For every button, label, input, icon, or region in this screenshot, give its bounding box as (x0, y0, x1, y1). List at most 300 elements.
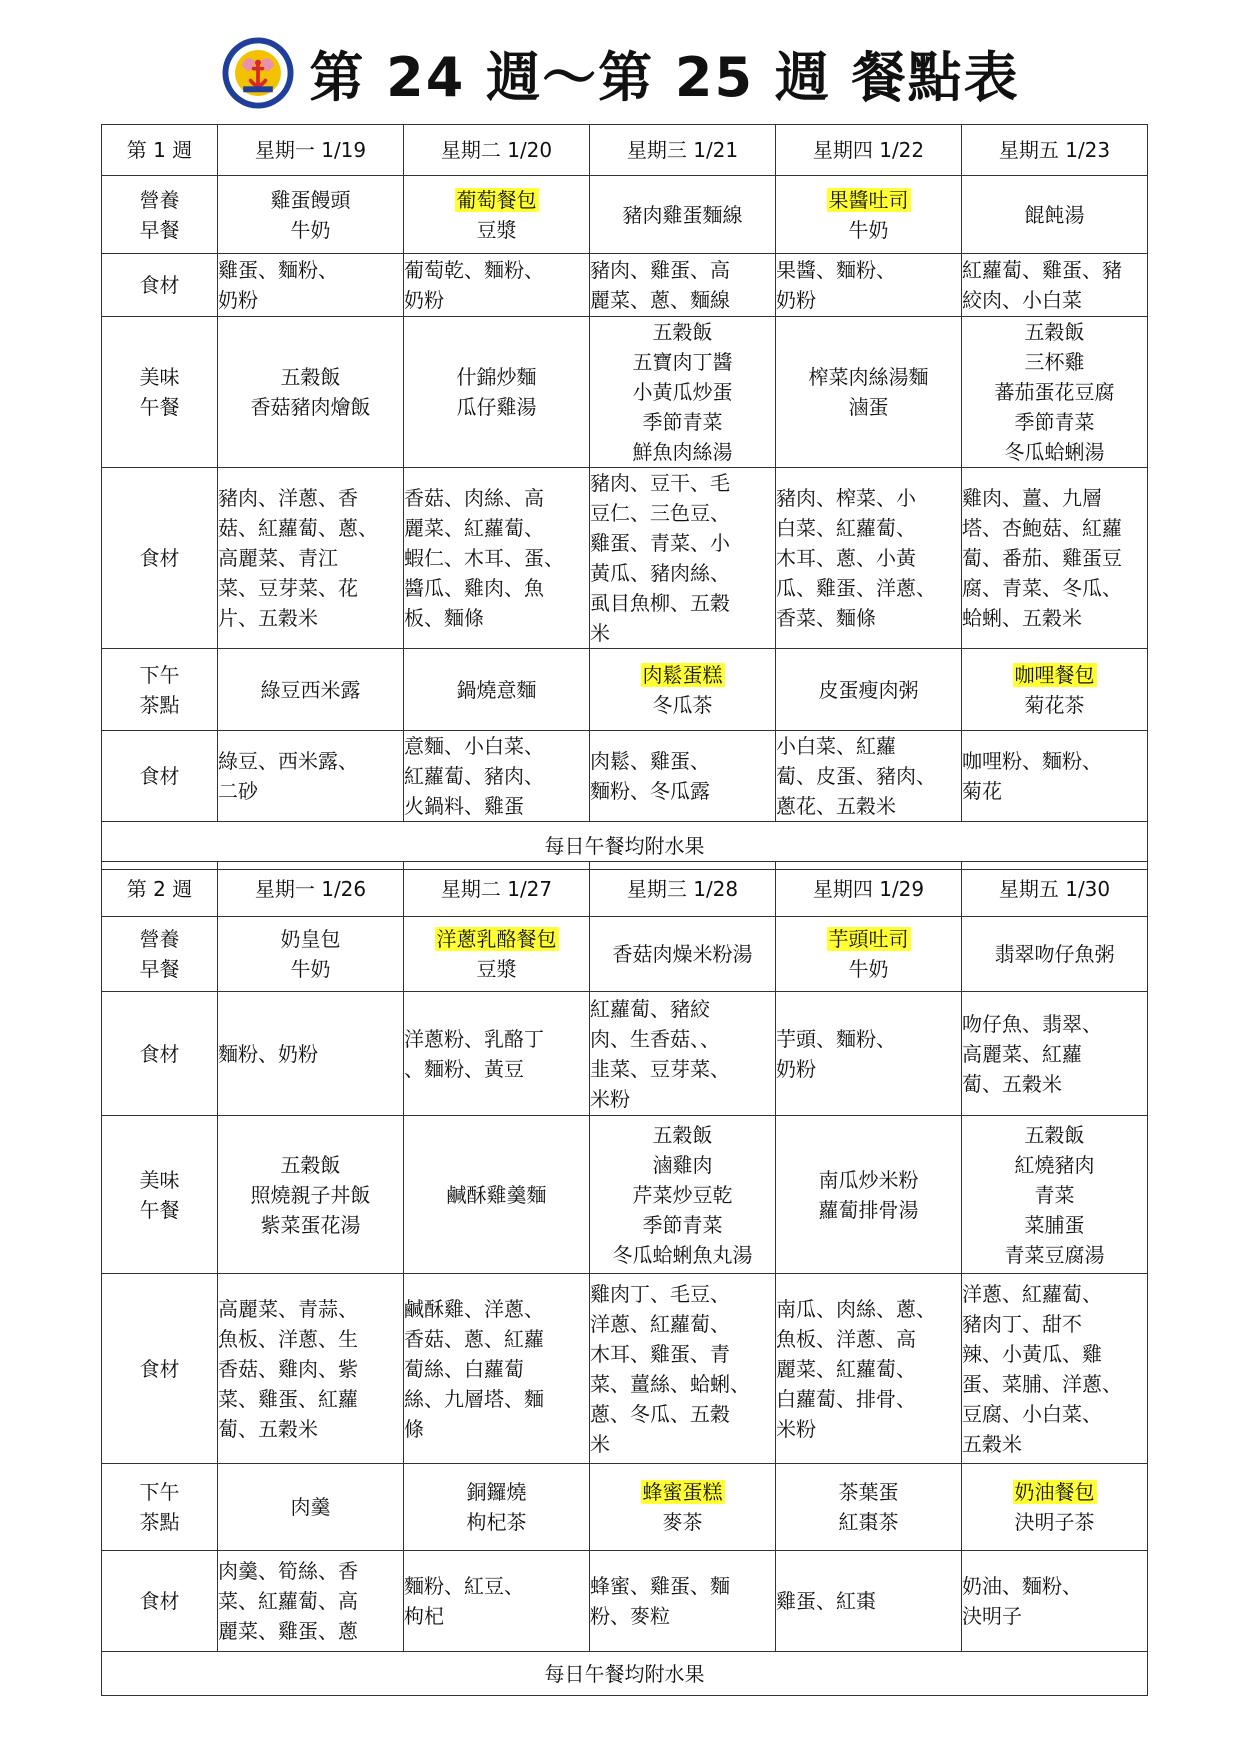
cell-line-wrap (590, 939, 775, 969)
cell-line-wrap (404, 513, 589, 543)
snack-row (102, 1464, 1148, 1551)
week-2-table (101, 861, 1148, 1696)
cell-line-wrap (218, 392, 403, 422)
cell-line: 奶油、麵粉、 (962, 1574, 1082, 1598)
cell-line-wrap (962, 1180, 1147, 1210)
cell-line: 米粉 (590, 1086, 630, 1111)
snack-ingredients-cell (404, 731, 590, 822)
cell-line: 香菇豬肉燴飯 (250, 395, 371, 419)
cell-line-wrap (590, 690, 775, 720)
cell-line-wrap (962, 1210, 1147, 1240)
cell-line-wrap (962, 377, 1147, 407)
cell-line: 皮蛋瘦肉粥 (818, 677, 919, 702)
row-label-line: 食材 (139, 1589, 180, 1613)
breakfast-ingredients-cell (776, 992, 962, 1116)
cell-line-wrap (404, 1294, 589, 1324)
cell-line-wrap (776, 1414, 961, 1444)
cell-line: 蛋、菜脯、洋蔥、 (962, 1371, 1122, 1396)
cell-line: 香菇、肉絲、高 (404, 486, 544, 510)
week-1-table (101, 124, 1148, 870)
row-label-line: 下午 (139, 662, 180, 687)
cell-line: 黃瓜、豬肉絲、 (590, 561, 730, 585)
cell-line-wrap (776, 791, 961, 821)
cell-line-wrap (590, 255, 775, 285)
cell-line: 醬瓜、雞肉、魚 (404, 576, 544, 600)
cell-line-wrap (590, 317, 775, 347)
cell-line: 瓜、雞蛋、洋蔥、 (776, 576, 936, 600)
cell-line: 奶皇包 (280, 927, 341, 951)
cell-line-wrap (218, 1414, 403, 1444)
row-label-line: 午餐 (139, 1197, 180, 1222)
cell-line-wrap (218, 1294, 403, 1324)
cell-line: 鹹酥雞、洋蔥、 (404, 1296, 544, 1321)
cell-line-wrap (776, 255, 961, 285)
cell-line-wrap (218, 513, 403, 543)
row-label-line: 早餐 (139, 217, 180, 242)
row-label-line: 食材 (139, 1041, 180, 1066)
cell-line-wrap (404, 362, 589, 392)
highlighted-item: 果醬吐司 (828, 187, 909, 212)
cell-line-wrap (962, 1429, 1147, 1459)
lunch-ingredients-row (102, 468, 1148, 649)
cell-line-wrap (962, 573, 1147, 603)
lunch-cell (962, 317, 1148, 468)
cell-line-wrap (218, 543, 403, 573)
cell-line-wrap (776, 215, 961, 245)
cell-line-wrap (404, 1477, 589, 1507)
cell-line-wrap (776, 1294, 961, 1324)
cell-line-wrap (404, 1354, 589, 1384)
cell-line-wrap (776, 1384, 961, 1414)
breakfast-cell (218, 176, 404, 254)
row-label (102, 176, 218, 254)
lunch-ingredients-cell (962, 1274, 1148, 1464)
day-header: 星期三 1/28 (590, 862, 776, 917)
cell-line-wrap (218, 1616, 403, 1646)
lunch-ingredients-cell (218, 1274, 404, 1464)
cell-line: 二砂 (218, 779, 258, 803)
week-label: 第 2 週 (102, 862, 218, 917)
cell-line-wrap (962, 1477, 1147, 1507)
highlighted-item: 奶油餐包 (1014, 1480, 1095, 1504)
cell-line: 滷雞肉 (652, 1152, 713, 1177)
cell-line-wrap (218, 573, 403, 603)
cell-line-wrap (962, 1120, 1147, 1150)
page-title: 第 24 週～第 25 週 餐點表 (309, 45, 1020, 109)
cell-line: 咖哩粉、麵粉、 (962, 749, 1102, 773)
cell-line-wrap (590, 660, 775, 690)
day-header: 星期五 1/30 (962, 862, 1148, 917)
cell-line: 五穀飯 (652, 1122, 713, 1147)
cell-line-wrap (962, 1339, 1147, 1369)
cell-line: 鍋燒意麵 (456, 677, 537, 702)
cell-line: 木耳、雞蛋、青 (590, 1341, 730, 1366)
cell-line: 芹菜炒豆乾 (632, 1182, 733, 1207)
cell-line: 季節青菜 (1014, 410, 1095, 434)
lunch-ingredients-cell (218, 468, 404, 649)
cell-line: 菜、豆芽菜、花 (218, 576, 358, 600)
cell-line: 鮮魚肉絲湯 (632, 440, 733, 464)
cell-line-wrap (590, 1210, 775, 1240)
cell-line-wrap (962, 200, 1147, 230)
day-header: 星期一 1/19 (218, 125, 404, 176)
highlighted-item: 咖哩餐包 (1014, 662, 1095, 687)
cell-line-wrap (404, 1601, 589, 1631)
cell-line: 魚板、洋蔥、高 (776, 1326, 916, 1351)
cell-line: 麥茶 (662, 1510, 703, 1534)
breakfast-cell (962, 917, 1148, 992)
row-label (102, 649, 218, 731)
cell-line: 絞肉、小白菜 (962, 288, 1082, 312)
cell-line-wrap (590, 1399, 775, 1429)
snack-cell (218, 1464, 404, 1551)
cell-line: 白菜、紅蘿蔔、 (776, 516, 916, 540)
snack-ingredients-cell (590, 1551, 776, 1652)
cell-line: 照燒親子丼飯 (250, 1182, 371, 1207)
cell-line-wrap (962, 285, 1147, 315)
cell-line-wrap (962, 347, 1147, 377)
lunch-ingredients-cell (590, 1274, 776, 1464)
cell-line: 奶粉 (776, 288, 816, 312)
cell-line-wrap (776, 924, 961, 954)
cell-line-wrap (218, 1354, 403, 1384)
snack-ingredients-cell (776, 1551, 962, 1652)
lunch-row (102, 1116, 1148, 1274)
cell-line: 菜、薑絲、蛤蜊、 (590, 1371, 750, 1396)
cell-line: 季節青菜 (642, 1212, 723, 1237)
cell-line: 奶粉 (776, 1056, 816, 1081)
cell-line-wrap (962, 255, 1147, 285)
cell-line: 五穀飯 (1024, 320, 1085, 344)
cell-line: 紅燒豬肉 (1014, 1152, 1095, 1177)
cell-line: 鹹酥雞羹麵 (446, 1182, 547, 1207)
row-label (102, 317, 218, 468)
cell-line-wrap (590, 1339, 775, 1369)
day-header: 星期四 1/29 (776, 862, 962, 917)
cell-line: 豬肉、榨菜、小 (776, 486, 916, 510)
cell-line: 辣、小黃瓜、雞 (962, 1341, 1102, 1366)
cell-line-wrap (776, 1354, 961, 1384)
cell-line: 蔥花、五穀米 (776, 794, 896, 818)
cell-line-wrap (218, 603, 403, 633)
cell-line: 肉羹 (290, 1495, 331, 1519)
week-header-row (102, 125, 1148, 176)
cell-line: 菜、紅蘿蔔、高 (218, 1589, 358, 1613)
cell-line-wrap (218, 924, 403, 954)
snack-cell (590, 1464, 776, 1551)
cell-line: 木耳、蔥、小黃 (776, 546, 916, 570)
cell-line-wrap (218, 1039, 403, 1069)
cell-line-wrap (404, 1324, 589, 1354)
breakfast-ingredients-cell (404, 992, 590, 1116)
cell-line: 麵粉、冬瓜露 (590, 779, 710, 803)
cell-line-wrap (404, 255, 589, 285)
cell-line: 奶粉 (404, 288, 444, 312)
row-label-line: 茶點 (139, 1510, 180, 1534)
cell-line: 肉鬆、雞蛋、 (590, 749, 710, 773)
cell-line-wrap (590, 1429, 775, 1459)
cell-line-wrap (776, 543, 961, 573)
cell-line-wrap (590, 1150, 775, 1180)
breakfast-cell (962, 176, 1148, 254)
breakfast-cell (218, 917, 404, 992)
lunch-cell (962, 1116, 1148, 1274)
cell-line-wrap (962, 1309, 1147, 1339)
cell-line-wrap (404, 483, 589, 513)
snack-cell (218, 649, 404, 731)
cell-line: 紅蘿蔔、豬絞 (590, 996, 710, 1021)
lunch-cell (590, 1116, 776, 1274)
cell-line: 高麗菜、青蒜、 (218, 1296, 358, 1321)
cell-line-wrap (218, 483, 403, 513)
cell-line: 麗菜、紅蘿蔔、 (776, 1356, 916, 1381)
week-header-row (102, 862, 1148, 917)
cell-line: 芋頭、麵粉、 (776, 1026, 896, 1051)
breakfast-ingredients-cell (218, 254, 404, 317)
row-label (102, 917, 218, 992)
cell-line-wrap (590, 1507, 775, 1537)
cell-line: 粉、麥粒 (590, 1604, 670, 1628)
lunch-cell (776, 1116, 962, 1274)
cell-line-wrap (776, 603, 961, 633)
cell-line-wrap (404, 1054, 589, 1084)
cell-line-wrap (962, 660, 1147, 690)
cell-line-wrap (590, 1601, 775, 1631)
breakfast-cell (776, 176, 962, 254)
lunch-row (102, 317, 1148, 468)
cell-line-wrap (218, 675, 403, 705)
highlighted-item: 蜂蜜蛋糕 (642, 1480, 723, 1504)
snack-ingredients-cell (218, 1551, 404, 1652)
lunch-ingredients-cell (590, 468, 776, 649)
row-label (102, 468, 218, 649)
cell-line-wrap (590, 498, 775, 528)
snack-cell (962, 649, 1148, 731)
cell-line-wrap (404, 1384, 589, 1414)
day-header: 星期五 1/23 (962, 125, 1148, 176)
breakfast-ingredients-cell (590, 992, 776, 1116)
snack-cell (962, 1464, 1148, 1551)
cell-line-wrap (590, 1477, 775, 1507)
cell-line-wrap (962, 407, 1147, 437)
cell-line: 火鍋料、雞蛋 (404, 794, 524, 818)
cell-line: 冬瓜茶 (652, 692, 713, 717)
snack-cell (404, 649, 590, 731)
cell-line-wrap (776, 185, 961, 215)
cell-line: 菇、紅蘿蔔、蔥、 (218, 516, 378, 540)
cell-line-wrap (590, 1120, 775, 1150)
cell-line-wrap (218, 1324, 403, 1354)
cell-line: 三杯雞 (1024, 350, 1085, 374)
cell-line-wrap (590, 1309, 775, 1339)
highlighted-item: 葡萄餐包 (456, 187, 537, 212)
breakfast-cell (590, 176, 776, 254)
cell-line-wrap (590, 588, 775, 618)
lunch-cell (218, 317, 404, 468)
cell-line: 麵粉、紅豆、 (404, 1574, 524, 1598)
cell-line: 豬肉、洋蔥、香 (218, 486, 358, 510)
cell-line-wrap (776, 954, 961, 984)
cell-line: 雞肉、薑、九層 (962, 486, 1102, 510)
cell-line-wrap (218, 185, 403, 215)
cell-line: 蔔、皮蛋、豬肉、 (776, 764, 936, 788)
cell-line: 決明子 (962, 1604, 1022, 1628)
lunch-cell (404, 317, 590, 468)
cell-line-wrap (962, 1369, 1147, 1399)
cell-line: 奶粉 (218, 288, 258, 312)
day-header: 星期四 1/22 (776, 125, 962, 176)
cell-line: 米 (590, 1431, 610, 1456)
snack-ingredients-row (102, 731, 1148, 822)
breakfast-row (102, 917, 1148, 992)
cell-line: 蘿蔔排骨湯 (818, 1197, 919, 1222)
cell-line: 滷蛋 (848, 395, 889, 419)
cell-line: 米粉 (776, 1416, 816, 1441)
cell-line-wrap (404, 731, 589, 761)
cell-line-wrap (404, 392, 589, 422)
cell-line: 五穀飯 (280, 365, 341, 389)
snack-ingredients-cell (962, 731, 1148, 822)
fruit-note: 每日午餐均附水果 (102, 822, 1148, 870)
cell-line: 香菇、雞肉、紫 (218, 1356, 358, 1381)
cell-line: 決明子茶 (1014, 1510, 1095, 1534)
cell-line-wrap (404, 603, 589, 633)
row-label-line: 食材 (139, 273, 180, 297)
cell-line-wrap (590, 468, 775, 498)
cell-line: 麗菜、紅蘿蔔、 (404, 516, 544, 540)
cell-line-wrap (590, 200, 775, 230)
cell-line: 豬肉丁、甜不 (962, 1311, 1082, 1336)
cell-line-wrap (218, 255, 403, 285)
cell-line-wrap (218, 954, 403, 984)
cell-line: 紫菜蛋花湯 (260, 1212, 361, 1237)
cell-line-wrap (776, 1054, 961, 1084)
cell-line-wrap (962, 543, 1147, 573)
lunch-ingredients-row (102, 1274, 1148, 1464)
lunch-ingredients-cell (776, 468, 962, 649)
cell-line-wrap (776, 362, 961, 392)
cell-line: 蝦仁、木耳、蛋、 (404, 546, 564, 570)
cell-line: 果醬、麵粉、 (776, 258, 896, 282)
cell-line: 雞肉丁、毛豆、 (590, 1281, 730, 1306)
cell-line: 肉、生香菇、、 (590, 1026, 720, 1051)
cell-line-wrap (218, 1384, 403, 1414)
cell-line-wrap (962, 483, 1147, 513)
cell-line-wrap (404, 215, 589, 245)
cell-line: 牛奶 (848, 217, 889, 242)
cell-line: 魚板、洋蔥、生 (218, 1326, 358, 1351)
cell-line-wrap (776, 285, 961, 315)
fruit-note: 每日午餐均附水果 (102, 1652, 1148, 1696)
breakfast-cell (404, 176, 590, 254)
cell-line: 麗菜、蔥、麵線 (590, 288, 730, 312)
cell-line-wrap (404, 954, 589, 984)
cell-line-wrap (962, 1240, 1147, 1270)
cell-line-wrap (962, 1507, 1147, 1537)
cell-line-wrap (404, 675, 589, 705)
cell-line: 五穀飯 (280, 1152, 341, 1177)
cell-line-wrap (776, 1165, 961, 1195)
cell-line-wrap (404, 543, 589, 573)
cell-line-wrap (590, 558, 775, 588)
cell-line-wrap (776, 1024, 961, 1054)
cell-line-wrap (404, 573, 589, 603)
week-label: 第 1 週 (102, 125, 218, 176)
breakfast-ingredients-cell (404, 254, 590, 317)
cell-line-wrap (590, 377, 775, 407)
fruit-note-row (102, 1652, 1148, 1696)
cell-line: 紅蘿蔔、豬肉、 (404, 764, 544, 788)
breakfast-ingredients-cell (218, 992, 404, 1116)
cell-line-wrap (404, 1507, 589, 1537)
cell-line: 菜脯蛋 (1024, 1212, 1085, 1237)
cell-line-wrap (962, 939, 1147, 969)
row-label (102, 1274, 218, 1464)
cell-line-wrap (776, 1195, 961, 1225)
cell-line: 紅蘿蔔、雞蛋、豬 (962, 258, 1122, 282)
cell-line: 什錦炒麵 (456, 365, 537, 389)
cell-line-wrap (776, 392, 961, 422)
cell-line: 腐、青菜、冬瓜、 (962, 576, 1122, 600)
cell-line: 茶葉蛋 (838, 1480, 899, 1504)
cell-line-wrap (776, 731, 961, 761)
cell-line: 豆仁、三色豆、 (590, 501, 730, 525)
lunch-cell (218, 1116, 404, 1274)
cell-line-wrap (218, 1150, 403, 1180)
cell-line-wrap (962, 1009, 1147, 1039)
breakfast-cell (404, 917, 590, 992)
cell-line: 吻仔魚、翡翠、 (962, 1011, 1102, 1036)
school-seal-icon (221, 36, 295, 110)
cell-line-wrap (776, 761, 961, 791)
row-label-line: 美味 (139, 1167, 180, 1192)
cell-line-wrap (590, 1571, 775, 1601)
cell-line: 蕃茄蛋花豆腐 (994, 380, 1115, 404)
breakfast-ingredients-cell (590, 254, 776, 317)
cell-line-wrap (962, 513, 1147, 543)
cell-line-wrap (776, 483, 961, 513)
cell-line-wrap (404, 761, 589, 791)
breakfast-ingredients-cell (962, 254, 1148, 317)
cell-line-wrap (776, 1507, 961, 1537)
cell-line: 雞蛋、麵粉、 (218, 258, 338, 282)
snack-ingredients-cell (404, 1551, 590, 1652)
cell-line-wrap (218, 746, 403, 776)
cell-line: 紅棗茶 (838, 1510, 899, 1534)
cell-line: 香菇、蔥、紅蘿 (404, 1326, 544, 1351)
cell-line-wrap (590, 347, 775, 377)
row-label (102, 731, 218, 822)
cell-line: 牛奶 (290, 957, 331, 981)
cell-line: 冬瓜蛤蜊魚丸湯 (612, 1242, 753, 1267)
cell-line-wrap (218, 285, 403, 315)
cell-line-wrap (218, 1180, 403, 1210)
cell-line: 雞蛋饅頭 (270, 187, 351, 212)
row-label-line: 營養 (139, 927, 180, 951)
cell-line: 蔔、番茄、雞蛋豆 (962, 546, 1122, 570)
cell-line-wrap (962, 317, 1147, 347)
row-label-line: 茶點 (139, 692, 180, 717)
cell-line-wrap (962, 1571, 1147, 1601)
cell-line-wrap (590, 776, 775, 806)
lunch-cell (404, 1116, 590, 1274)
row-label (102, 1464, 218, 1551)
cell-line: 肉羹、筍絲、香 (218, 1559, 358, 1583)
cell-line-wrap (776, 1586, 961, 1616)
cell-line-wrap (962, 437, 1147, 467)
cell-line: 枸杞 (404, 1604, 444, 1628)
cell-line: 綠豆西米露 (260, 677, 361, 702)
